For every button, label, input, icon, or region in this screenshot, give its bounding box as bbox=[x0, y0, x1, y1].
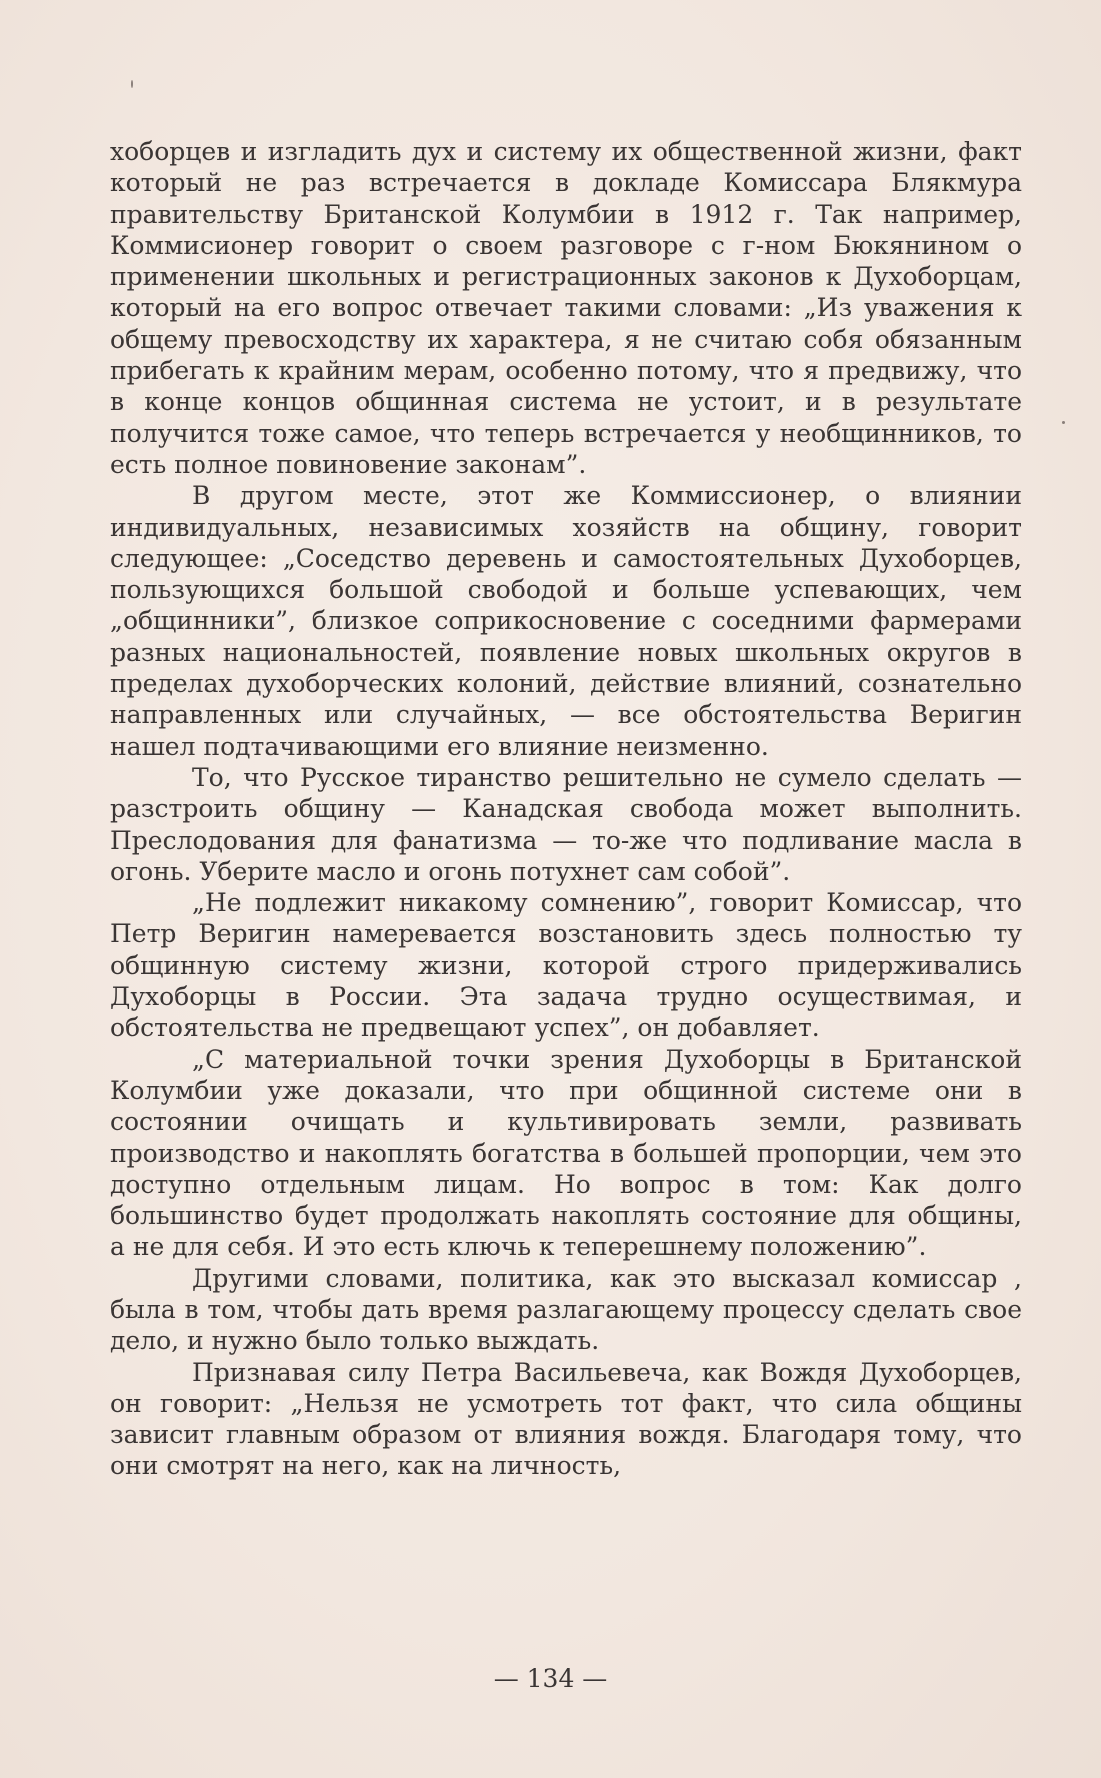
print-speck bbox=[1062, 421, 1065, 424]
paragraph: То, что Русское тиранство решительно не сумело сделать — разстроить общину — Канадская свобода может выполнить. Преслодования для фанатизма — то-же что подливание масла в огонь. Уберите масло и огонь потухнет сам собой”. bbox=[110, 762, 1022, 886]
paragraph: „С материальной точки зрения Духоборцы в Британской Колумбии уже доказали, что при общинной системе они в состоянии очищать и культивировать земли, развивать производство и накоплять богатства в большей пропорции, чем это доступно отдельным лицам. Но вопрос в том: Как долго большинство будет продолжать накоплять состояние для общины, а не для себя. И это есть ключь к теперешнему положению”. bbox=[110, 1044, 1022, 1262]
page-number: — 134 — bbox=[493, 1664, 608, 1693]
body-text bbox=[110, 136, 1022, 1482]
paragraph: Признавая силу Петра Васильевеча, как Вождя Духоборцев, он говорит: „Нельзя не усмотреть тот факт, что сила общины зависит главным образом от влияния вождя. Благодаря тому, что они смотрят на него, как на личность, bbox=[110, 1357, 1022, 1481]
print-speck bbox=[131, 80, 133, 88]
paragraph: „Не подлежит никакому сомнению”, говорит Комиссар, что Петр Веригин намеревается возстановить здесь полностью ту общинную систему жизни, которой строго придерживались Духоборцы в России. Эта задача трудно осуществимая, и обстоятельства не предвещают успех”, он добавляет. bbox=[110, 888, 1022, 1043]
paragraph: В другом месте, этот же Коммиссионер, о влиянии индивидуальных, независимых хозяйств на общину, говорит следующее: „Соседство деревень и самостоятельных Духоборцев, пользующихся большой свободой и больше успевающих, чем „общинники”, близкое соприкосновение с соседними фармерами разных национальностей, появление новых школьных округов в пределах духоборческих колоний, действие влияний, сознательно направленных или случайных, — все обстоятельства Веригин нашел подтачивающими его влияние неизменно. bbox=[110, 481, 1022, 761]
paragraph: хоборцев и изгладить дух и систему их общественной жизни, факт который не раз встречается в докладе Комиссара Блякмура правительству Британской Колумбии в 1912 г. Так например, Коммисионер говорит о своем разговоре с г-ном Бюкянином о применении школьных и регистрационных законов к Духоборцам, который на его вопрос отвечает такими словами: „Из уважения к общему превосходству их характера, я не считаю собя обязанным прибегать к крайним мерам, особенно потому, что я предвижу, что в конце концов общинная система не устоит, и в результате получится тоже самое, что теперь встречается у необщинников, то есть полное повиновение законам”. bbox=[110, 137, 1022, 479]
paragraph: Другими словами, политика, как это высказал комиссар , была в том, чтобы дать время разлагающему процессу сделать свое дело, и нужно было только выждать. bbox=[110, 1263, 1022, 1356]
